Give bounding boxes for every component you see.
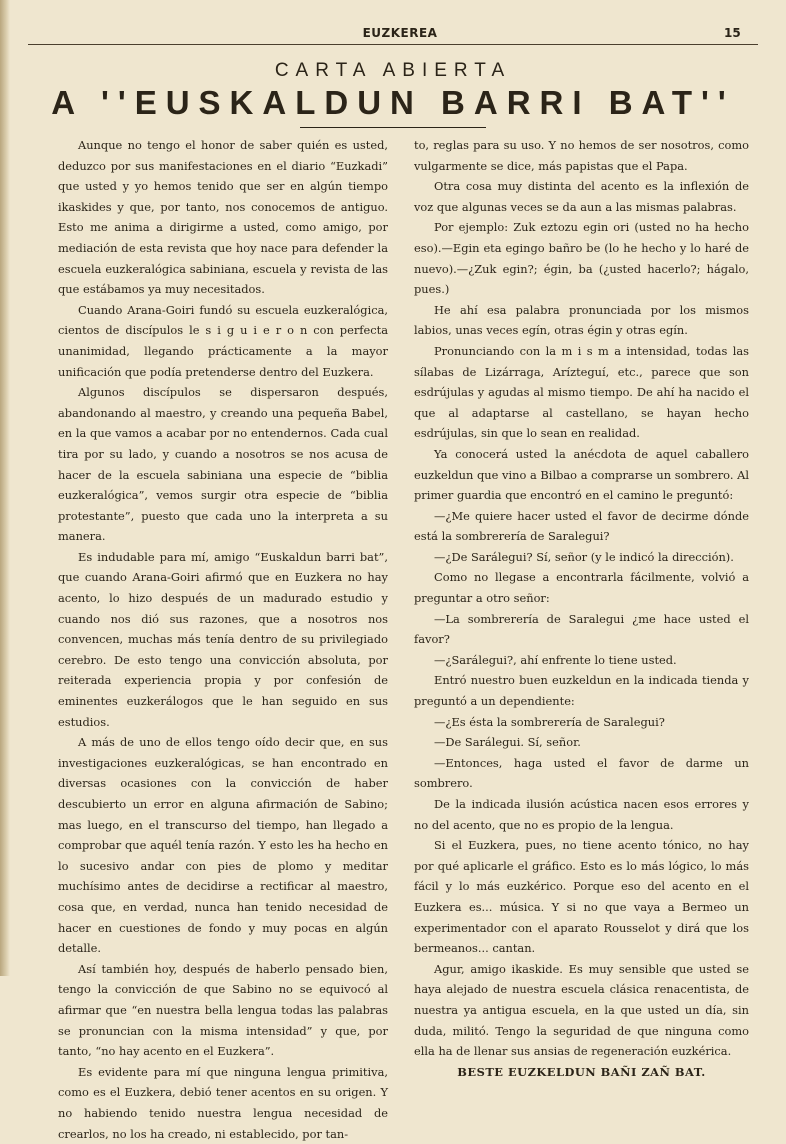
article-kicker: CARTA ABIERTA <box>274 60 512 81</box>
paragraph: Otra cosa muy distinta del acento es la inflexión de voz que algunas veces se da aun a las mismas palabras. <box>414 179 749 214</box>
paragraph: Agur, amigo ikaskide. Es muy sensible que usted se haya alejado de nuestra escuela clásica renacentista, de nuestra ya antigua escuela, en la que usted un día, sin duda, militó. Tengo la seguridad de que ninguna como ella ha de llenar sus ansias de regeneración euzkérica. <box>414 961 749 1059</box>
dialogue-line: —¿Es ésta la sombrerería de Saralegui? <box>434 714 665 729</box>
paragraph: Pronunciando con la m i s m a intensidad, todas las sílabas de Lizárraga, Arízteguí, etc., parece que son esdrújulas y agudas al mismo tiempo. De ahí ha nacido el que al adaptarse al castellano, se hayan hecho esdrújulas, sin que lo sean en realidad. <box>414 343 749 441</box>
article-title: A ''EUSKALDUN BARRI BAT'' <box>51 84 735 121</box>
dialogue-line: —¿Me quiere hacer usted el favor de decirme dónde está la sombrerería de Saralegui? <box>414 508 749 544</box>
left-column <box>58 135 388 1144</box>
page-edge <box>0 0 10 976</box>
paragraph: A más de uno de ellos tengo oído decir que, en sus investigaciones euzkeralógicas, se han encontrado en diversas ocasiones con la convicción de haber descubierto un error en alguna afirmación de Sabino; mas luego, en el transcurso del tiempo, han llegado a comprobar que aquél tenía razón. Y esto les ha hecho en lo sucesivo andar con pies de plomo y meditar muchísimo antes de decidirse a rectificar al maestro, cosa que, en verdad, nunca han tenido necesidad de hacer en cuestiones de fondo y muy pocas en algún detalle. <box>58 735 388 956</box>
page-number: 15 <box>724 26 741 40</box>
paragraph: Ya conocerá usted la anécdota de aquel caballero euzkeldun que vino a Bilbao a comprarse un sombrero. Al primer guardia que encontró en el camino le preguntó: <box>414 446 749 503</box>
right-column <box>414 135 749 1082</box>
dialogue-line: —La sombrerería de Saralegui ¿me hace usted el favor? <box>414 611 749 647</box>
dialogue-line: —¿De Sarálegui? Sí, señor (y le indicó la dirección). <box>434 549 734 564</box>
paragraph: Por ejemplo: Zuk eztozu egin ori (usted no ha hecho eso).—Egin eta egingo bañro be (lo he hecho y lo haré de nuevo).—¿Zuk egin?; égin, ba (¿usted hacerlo?; hágalo, pues.) <box>414 220 749 297</box>
paragraph: Entró nuestro buen euzkeldun en la indicada tienda y preguntó a un dependiente: <box>414 673 749 709</box>
running-head: EUZKEREA <box>362 26 438 40</box>
paragraph: Es indudable para mí, amigo “Euskaldun barri bat”, que cuando Arana-Goiri afirmó que en Euzkera no hay acento, lo hizo después de un madurado estudio y cuando nos dió sus razones, que a nosotros nos convencen, muchas más tenía dentro de su privilegiado cerebro. De esto tengo una convicción absoluta, por reiterada experiencia propia y por confesión de eminentes euzkerálogos que le han seguido en sus estudios. <box>58 549 388 729</box>
paragraph: Es evidente para mí que ninguna lengua primitiva, como es el Euzkera, debió tener acentos en su origen. Y no habiendo tenido nuestra lengua necesidad de crearlos, no los ha creado, ni establecido, por tan- <box>58 1064 388 1141</box>
dialogue-line: —¿Sarálegui?, ahí enfrente lo tiene usted. <box>434 652 677 667</box>
title-rule <box>300 127 486 128</box>
dialogue-line: —Entonces, haga usted el favor de darme un sombrero. <box>414 755 749 791</box>
dialogue-line: —De Sarálegui. Sí, señor. <box>434 735 581 750</box>
paragraph: Aunque no tengo el honor de saber quién es usted, deduzco por sus manifestaciones en el diario “Euzkadi” que usted y yo hemos tenido que ser en algún tiempo ikaskides y que, por tanto, nos conocemos de antiguo. Esto me anima a dirigirme a usted, como amigo, por mediación de esta revista que hoy nace para defender la escuela euzkeralógica sabiniana, escuela y revista de las que estábamos ya muy necesitados. <box>58 138 388 297</box>
signature: BESTE EUZKELDUN BAÑI ZAÑ BAT. <box>457 1064 706 1079</box>
paragraph: Cuando Arana-Goiri fundó su escuela euzkeralógica, cientos de discípulos le s i g u i e r o n con perfecta unanimidad, llegando prácticamente a la mayor unificación que podía pretenderse dentro del Euzkera. <box>58 302 388 379</box>
paragraph: He ahí esa palabra pronunciada por los mismos labios, unas veces egín, otras égin y otras egín. <box>414 302 749 338</box>
paragraph: De la indicada ilusión acústica nacen esos errores y no del acento, que no es propio de la lengua. <box>414 797 749 832</box>
paragraph: Si el Euzkera, pues, no tiene acento tónico, no hay por qué aplicarle el gráfico. Esto es lo más lógico, lo más fácil y lo más euzkérico. Porque eso del acento en el Euzkera es... música. Y si no que vaya a Bermeo un experimentador con el aparato Rousselot y dirá que los bermeanos... cantan. <box>414 838 749 956</box>
paragraph: Así también hoy, después de haberlo pensado bien, tengo la convicción de que Sabino no se equivocó al afirmar que “en nuestra bella lengua todas las palabras se pronuncian con la misma intensidad” y que, por tanto, “no hay acento en el Euzkera”. <box>58 961 388 1059</box>
paragraph: Algunos discípulos se dispersaron después, abandonando al maestro, y creando una pequeña Babel, en la que vamos a acabar por no entendernos. Cada cual tira por su lado, y cuando a nosotros se nos acusa de hacer de la escuela sabiniana una especie de “biblia euzkeralógica”, vemos surgir otra especie de “biblia protestante”, puesto que cada uno la interpreta a su manera. <box>58 385 388 544</box>
header-rule <box>28 44 758 45</box>
paragraph-continuation: to, reglas para su uso. Y no hemos de ser nosotros, como vulgarmente se dice, más papistas que el Papa. <box>414 138 749 173</box>
paragraph: Como no llegase a encontrarla fácilmente, volvió a preguntar a otro señor: <box>414 570 749 606</box>
